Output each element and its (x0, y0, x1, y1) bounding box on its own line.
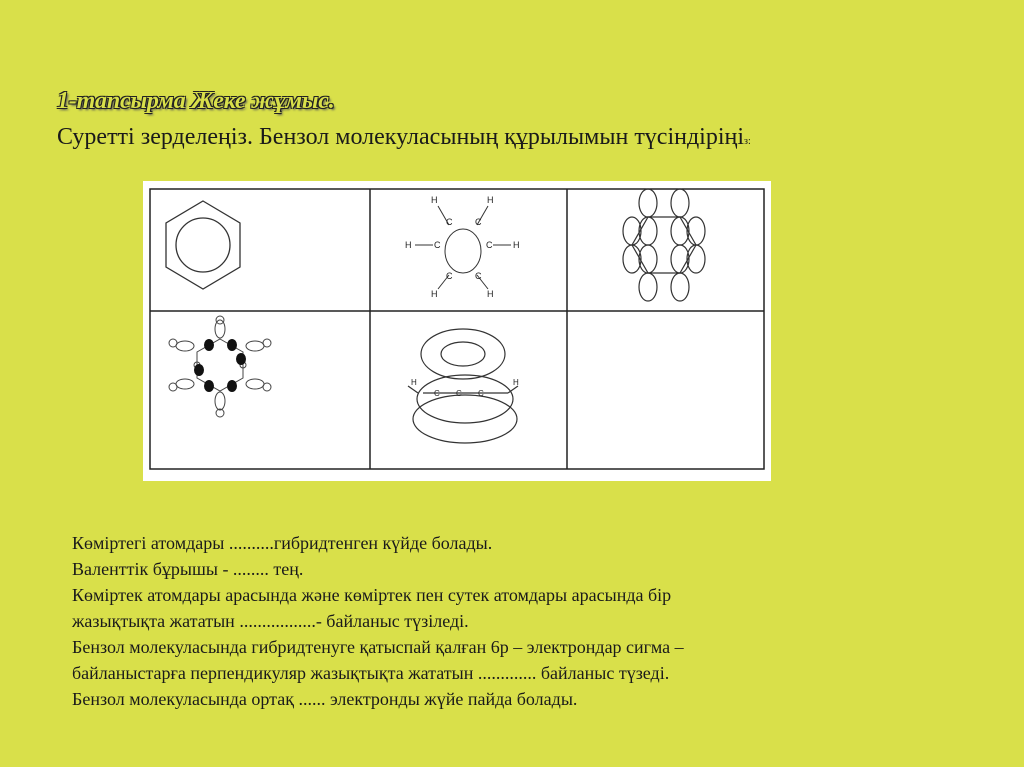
hydrogen-label: H (405, 240, 412, 250)
question-line: Көміртегі атомдары ..........гибридтенген күйде болады. (72, 533, 493, 553)
carbon-label: C (434, 240, 441, 250)
hydrogen-label: H (487, 289, 494, 299)
subtitle-tail: з: (744, 136, 751, 147)
kekule-ring-structure (166, 201, 240, 289)
carbon-label: C (446, 217, 453, 227)
question-line: жазықтықта жататын .................- байланыс түзіледі. (72, 611, 469, 631)
benzene-structures-svg (143, 181, 771, 481)
carbon-label: C (475, 271, 482, 281)
slide-title: 1-тапсырма Жеке жұмыс. (57, 88, 335, 114)
question-line: Бензол молекуласында гибридтенуге қатыспай қалған 6р – электрондар сигма – (72, 637, 684, 657)
carbon-label: C (446, 271, 453, 281)
question-line: Бензол молекуласында ортақ ...... электронды жүйе пайда болады. (72, 689, 578, 709)
slide-subtitle (57, 124, 751, 151)
subtitle-main: Суретті зерделеңіз. Бензол молекуласының құрылымын түсіндіріңі (57, 124, 745, 150)
question-line: Валенттік бұрышы - ........ тең. (72, 559, 304, 579)
hydrogen-label: H (431, 289, 438, 299)
carbon-label: C (475, 217, 482, 227)
benzene-figure (143, 181, 771, 481)
sigma-bond-diagram (169, 316, 271, 417)
carbon-label: C (486, 240, 493, 250)
electron-dots (194, 339, 246, 392)
structural-formula (405, 195, 520, 299)
p-orbitals-diagram (623, 189, 705, 301)
hydrogen-label: H (513, 378, 519, 387)
hydrogen-label: H (513, 240, 520, 250)
pi-electron-cloud (408, 329, 518, 443)
carbon-label: C (456, 389, 462, 398)
question-line: байланыстарға перпендикуляр жазықтықта жататын ............. байланыс түзеді. (72, 663, 670, 683)
hydrogen-label: H (431, 195, 438, 205)
carbon-label: C (434, 389, 440, 398)
hydrogen-label: H (411, 378, 417, 387)
hydrogen-label: H (487, 195, 494, 205)
carbon-label: C (478, 389, 484, 398)
questions-block (72, 530, 932, 712)
question-line: Көміртек атомдары арасында және көміртек пен сутек атомдары арасында бір (72, 585, 672, 605)
